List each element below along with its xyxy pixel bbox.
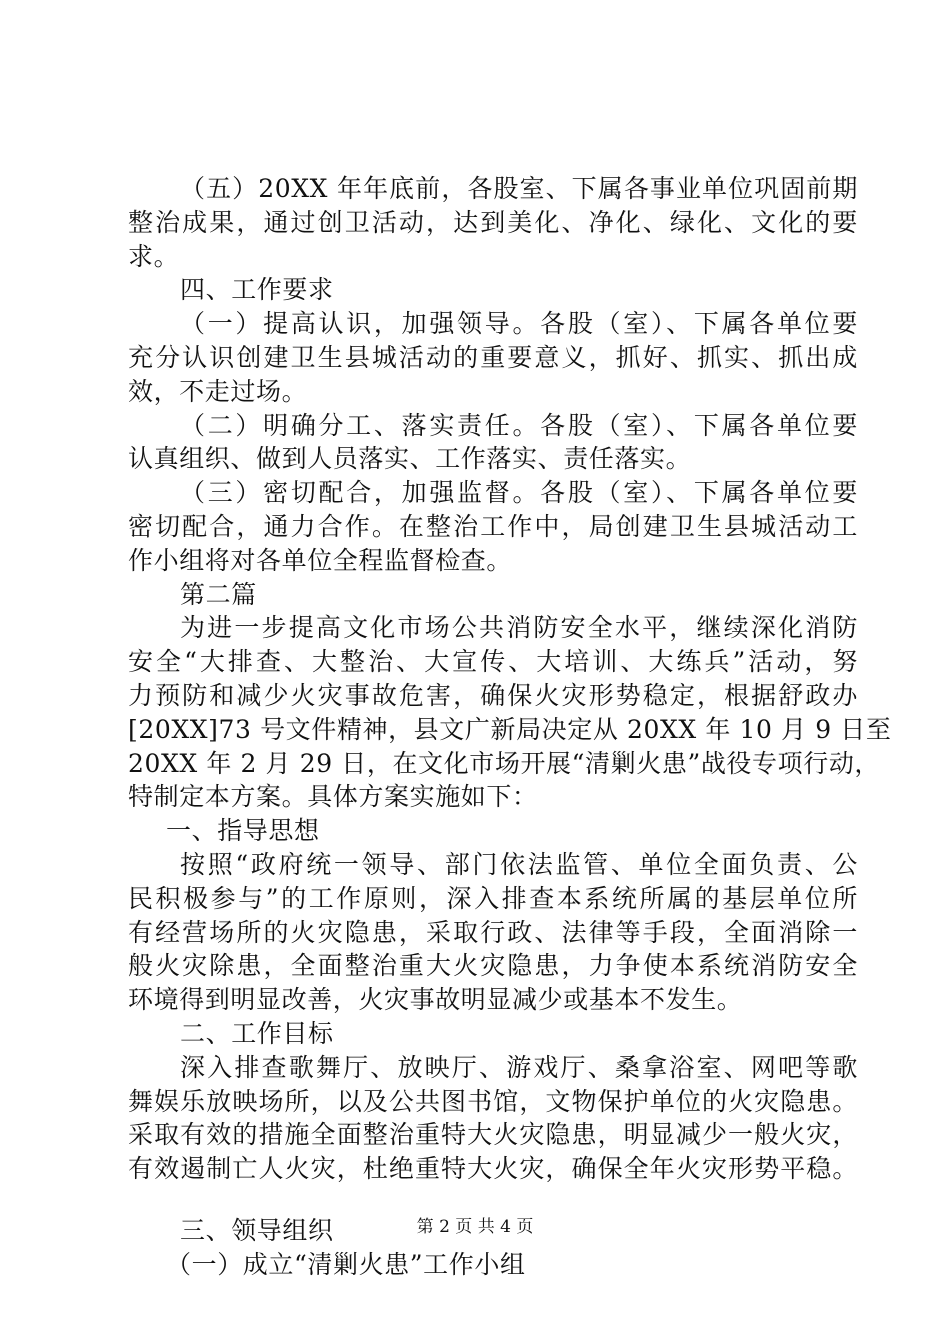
paragraph-line: 作小组将对各单位全程监督检查。 [128,545,513,575]
paragraph-line: 求。 [128,241,180,271]
paragraph-line: 般火灾除患，全面整治重大火灾隐患，力争使本系统消防安全 [128,951,858,981]
paragraph-line: 为进一步提高文化市场公共消防安全水平，继续深化消防 [180,613,858,643]
page-number: 第 2 页 共 4 页 [416,1217,534,1237]
paragraph-line: 整治成果，通过创卫活动，达到美化、净化、绿化、文化的要 [128,207,858,237]
paragraph-line: 采取有效的措施全面整治重特大火灾隐患，明显减少一般火灾， [128,1120,858,1150]
paragraph-line: 舞娱乐放映场所，以及公共图书馆，文物保护单位的火灾隐患。 [128,1086,858,1116]
paragraph-line: 环境得到明显改善，火灾事故明显减少或基本不发生。 [128,985,743,1015]
document-body [128,172,892,1282]
section-heading: 二、工作目标 [180,1018,334,1048]
paragraph-line: 效，不走过场。 [128,376,308,406]
paragraph-line: （三）密切配合，加强监督。各股（室）、下属各单位要 [180,478,858,508]
section-heading: 三、领导组织 [180,1215,334,1245]
paragraph-line: 力预防和减少火灾事故危害，确保火灾形势稳定，根据舒政办 [128,680,858,710]
paragraph-line: （二）明确分工、落实责任。各股（室）、下属各单位要 [180,410,858,440]
paragraph-spacer [128,1186,858,1214]
paragraph-line: 按照“政府统一领导、部门依法监管、单位全面负责、公 [180,849,858,879]
chapter-heading: 第二篇 [180,579,257,609]
paragraph-line: 特制定本方案。具体方案实施如下： [128,782,538,812]
paragraph-line: 民积极参与”的工作原则，深入排查本系统所属的基层单位所 [128,883,858,913]
paragraph-line: 密切配合，通力合作。在整治工作中，局创建卫生县城活动工 [128,511,858,541]
paragraph-line: [20XX]73 号文件精神，县文广新局决定从 20XX 年 10 月 9 日至 [128,714,892,744]
paragraph-line: 20XX 年 2 月 29 日，在文化市场开展“清剿火患”战役专项行动， [128,748,881,778]
section-heading: 四、工作要求 [180,275,334,305]
subsection-heading: （一）成立“清剿火患”工作小组 [166,1249,526,1279]
paragraph-line: 充分认识创建卫生县城活动的重要意义，抓好、抓实、抓出成 [128,342,858,372]
paragraph-line: （五）20XX 年年底前，各股室、下属各事业单位巩固前期 [180,174,858,203]
paragraph-line: 安全“大排查、大整治、大宣传、大培训、大练兵”活动，努 [128,647,858,677]
paragraph-line: 认真组织、做到人员落实、工作落实、责任落实。 [128,444,692,474]
paragraph-line: 深入排查歌舞厅、放映厅、游戏厅、桑拿浴室、网吧等歌 [180,1052,858,1082]
section-heading: 一、指导思想 [166,816,320,846]
paragraph-line: 有效遏制亡人火灾，杜绝重特大火灾，确保全年火灾形势平稳。 [128,1154,858,1184]
paragraph-line: （一）提高认识，加强领导。各股（室）、下属各单位要 [180,309,858,339]
paragraph-line: 有经营场所的火灾隐患，采取行政、法律等手段，全面消除一 [128,917,858,947]
